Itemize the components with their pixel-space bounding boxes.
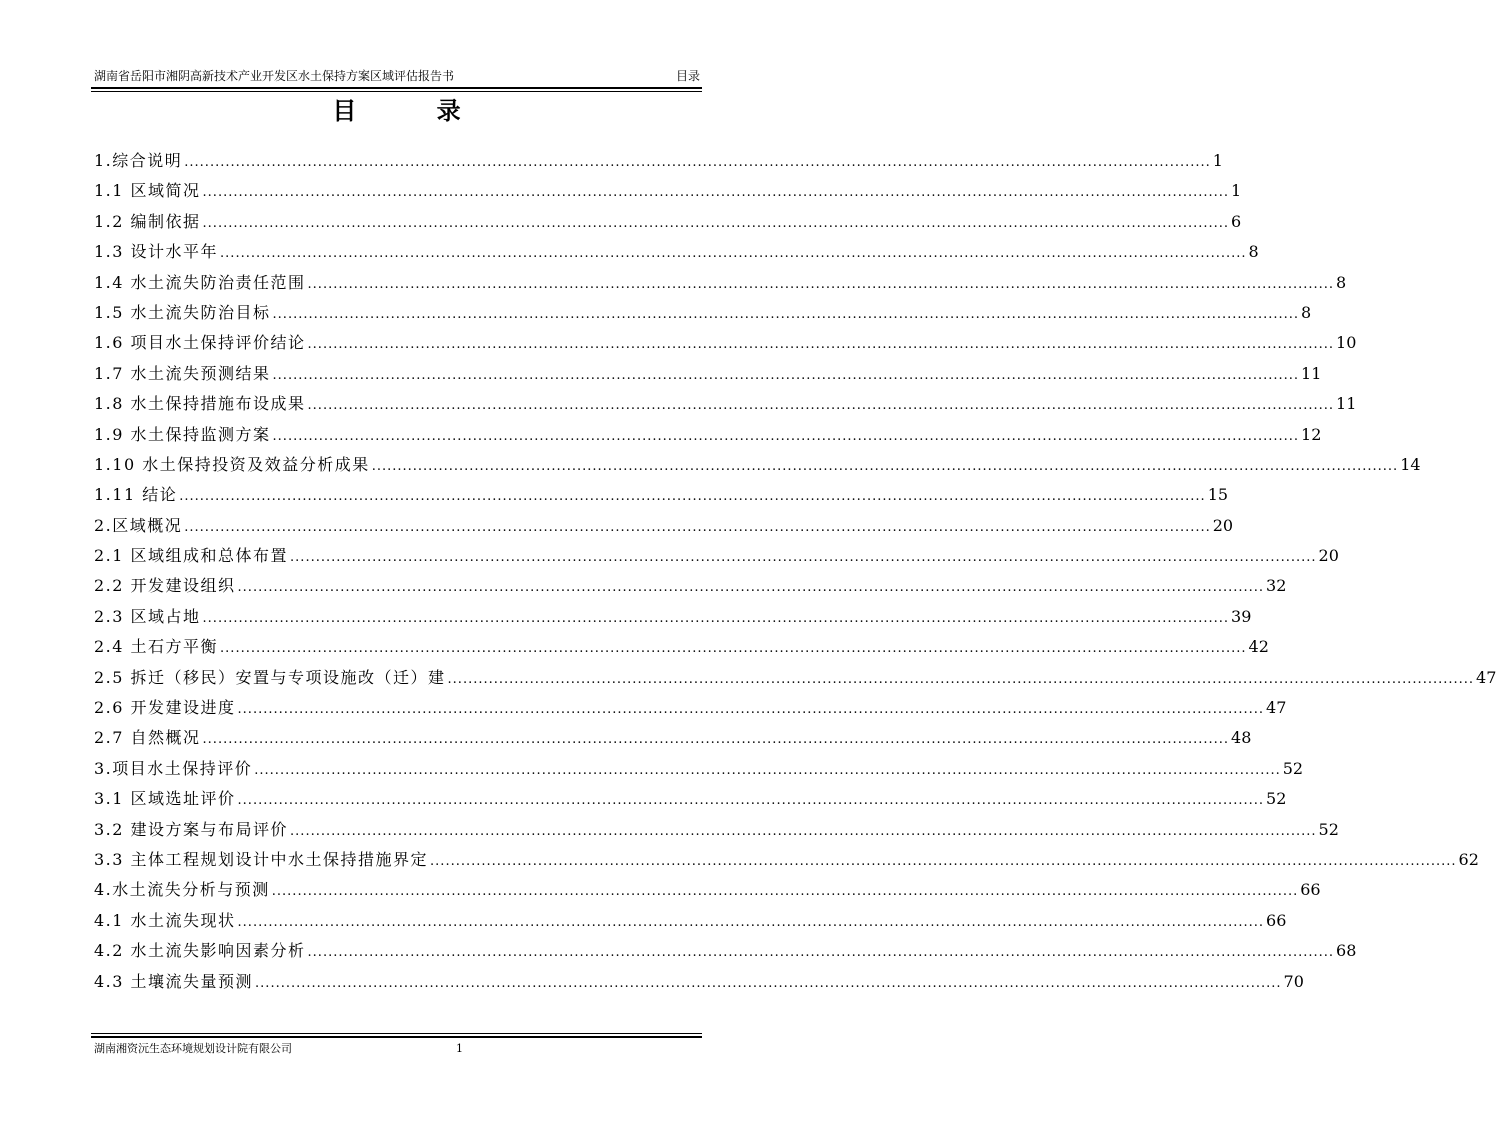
toc-entry-page: 11: [1336, 394, 1357, 414]
toc-entry[interactable]: [94, 541, 1339, 571]
toc-entry-page: 6: [1231, 211, 1242, 231]
toc-leader-dots: ........................................................................................................................................................................................................: [271, 884, 1299, 900]
toc-entry[interactable]: [94, 723, 1252, 753]
toc-entry-page: 39: [1231, 606, 1252, 626]
toc-entry-page: 48: [1231, 728, 1252, 748]
toc-entry-page: 20: [1212, 515, 1234, 535]
toc-entry-label: 1.4 水土流失防治责任范围: [94, 272, 306, 292]
toc-entry-page: 70: [1283, 971, 1304, 991]
report-title: 湖南省岳阳市湘阴高新技术产业开发区水土保持方案区域评估报告书: [94, 69, 455, 83]
toc-leader-dots: ........................................................................................................................................................................................................: [202, 610, 1230, 626]
toc-entry-label: 2.6 开发建设进度: [94, 698, 236, 718]
toc-entry-page: 62: [1458, 849, 1479, 869]
toc-leader-dots: ........................................................................................................................................................................................................: [272, 367, 1300, 383]
toc-leader-dots: ........................................................................................................................................................................................................: [237, 580, 1265, 596]
toc-entry[interactable]: [94, 176, 1242, 206]
toc-entry[interactable]: [94, 511, 1234, 541]
footer-company: 湖南湘资沅生态环境规划设计院有限公司: [94, 1042, 292, 1055]
toc-entry-label: 2.7 自然概况: [94, 728, 201, 748]
toc-entry-label: 4.1 水土流失现状: [94, 910, 236, 930]
toc-leader-dots: ........................................................................................................................................................................................................: [202, 732, 1230, 748]
toc-entry-label: 3.1 区域选址评价: [94, 789, 236, 809]
toc-entry[interactable]: [94, 237, 1259, 267]
footer-rule-thick: [91, 1036, 702, 1038]
toc-entry[interactable]: [94, 784, 1287, 814]
toc-entry[interactable]: [94, 146, 1223, 176]
toc-leader-dots: ........................................................................................................................................................................................................: [430, 853, 1457, 869]
toc-leader-dots: ........................................................................................................................................................................................................: [255, 975, 1282, 991]
toc-entry-page: 8: [1301, 302, 1312, 322]
toc-entry[interactable]: [94, 936, 1357, 966]
toc-leader-dots: ........................................................................................................................................................................................................: [220, 641, 1247, 657]
toc-leader-dots: ........................................................................................................................................................................................................: [179, 489, 1206, 505]
toc-entry-label: 1.6 项目水土保持评价结论: [94, 333, 306, 353]
header-section-label: 目录: [675, 69, 700, 83]
toc-entry[interactable]: [94, 450, 1421, 480]
toc-entry-label: 1.综合说明: [94, 151, 183, 170]
footer-rule-thin: [91, 1033, 702, 1034]
toc-entry-label: 3.项目水土保持评价: [94, 758, 253, 778]
toc-entry-label: 2.3 区域占地: [94, 606, 201, 626]
toc-entry-label: 1.8 水土保持措施布设成果: [94, 394, 306, 414]
toc-leader-dots: ........................................................................................................................................................................................................: [447, 671, 1475, 687]
toc-entry[interactable]: [94, 815, 1339, 845]
toc-entry-label: 3.2 建设方案与布局评价: [94, 819, 289, 839]
toc-leader-dots: ........................................................................................................................................................................................................: [202, 215, 1230, 231]
toc-leader-dots: ........................................................................................................................................................................................................: [184, 519, 1211, 535]
toc-entry-label: 1.1 区域简况: [94, 181, 201, 201]
toc-entry-label: 4.水土流失分析与预测: [94, 880, 270, 900]
toc-entry-label: 1.10 水土保持投资及效益分析成果: [94, 454, 370, 474]
toc-leader-dots: ........................................................................................................................................................................................................: [307, 945, 1335, 961]
toc-entry-label: 2.4 土石方平衡: [94, 637, 219, 657]
toc-entry-page: 47: [1266, 698, 1287, 718]
toc-entry-page: 10: [1336, 333, 1357, 353]
toc-entry[interactable]: [94, 906, 1287, 936]
toc-leader-dots: ........................................................................................................................................................................................................: [272, 306, 1300, 322]
toc-entry-page: 42: [1248, 637, 1269, 657]
toc-leader-dots: ........................................................................................................................................................................................................: [237, 914, 1265, 930]
toc-entry-label: 1.7 水土流失预测结果: [94, 363, 271, 383]
toc-entry-page: 15: [1207, 485, 1229, 505]
toc-leader-dots: ........................................................................................................................................................................................................: [290, 823, 1317, 839]
toc-entry-page: 1: [1212, 151, 1223, 170]
toc-entry[interactable]: [94, 207, 1242, 237]
toc-leader-dots: ........................................................................................................................................................................................................: [184, 155, 1211, 170]
toc-entry-page: 32: [1266, 576, 1287, 596]
toc-leader-dots: ........................................................................................................................................................................................................: [237, 793, 1265, 809]
toc-entry[interactable]: [94, 328, 1357, 358]
toc-entry[interactable]: [94, 967, 1304, 997]
toc-entry[interactable]: [94, 389, 1357, 419]
toc-entry-label: 2.5 拆迁（移民）安置与专项设施改（迁）建: [94, 667, 446, 687]
page-footer: [94, 1040, 700, 1058]
toc-entry-page: 12: [1301, 424, 1322, 444]
toc-leader-dots: ........................................................................................................................................................................................................: [307, 398, 1335, 414]
toc-leader-dots: ........................................................................................................................................................................................................: [290, 550, 1317, 566]
toc-entry-label: 1.2 编制依据: [94, 211, 201, 231]
toc-leader-dots: ........................................................................................................................................................................................................: [371, 458, 1399, 474]
toc-entry-page: 68: [1336, 941, 1357, 961]
toc-entry-label: 4.3 土壤流失量预测: [94, 971, 254, 991]
toc-entry-label: 1.11 结论: [94, 485, 178, 505]
toc-entry-page: 52: [1282, 758, 1304, 778]
toc-entry[interactable]: [94, 420, 1322, 450]
toc-entry-label: 2.1 区域组成和总体布置: [94, 546, 289, 566]
header-rule-thin: [91, 91, 702, 92]
footer-page-number: 1: [456, 1042, 463, 1055]
toc-entry-label: 2.区域概况: [94, 515, 183, 535]
toc-leader-dots: ........................................................................................................................................................................................................: [307, 337, 1335, 353]
toc-leader-dots: ........................................................................................................................................................................................................: [272, 428, 1300, 444]
header-rule-thick: [91, 87, 702, 89]
toc-entry[interactable]: [94, 602, 1252, 632]
toc-entry[interactable]: [94, 480, 1229, 510]
toc-entry[interactable]: [94, 845, 1479, 875]
toc-entry-label: 1.3 设计水平年: [94, 242, 219, 262]
toc-entry-label: 1.5 水土流失防治目标: [94, 302, 271, 322]
toc-leader-dots: ........................................................................................................................................................................................................: [307, 276, 1335, 292]
toc-entry[interactable]: [94, 663, 1496, 693]
toc-leader-dots: ........................................................................................................................................................................................................: [237, 702, 1265, 718]
toc-entry-page: 66: [1266, 910, 1287, 930]
table-of-contents: [94, 146, 1496, 997]
toc-entry-page: 8: [1248, 242, 1259, 262]
toc-entry[interactable]: [94, 298, 1312, 328]
toc-leader-dots: ........................................................................................................................................................................................................: [254, 762, 1281, 778]
toc-title: 目 录: [332, 96, 497, 125]
toc-entry[interactable]: [94, 632, 1269, 662]
toc-entry[interactable]: [94, 359, 1322, 389]
toc-entry-page: 14: [1400, 454, 1421, 474]
toc-entry-label: 2.2 开发建设组织: [94, 576, 236, 596]
toc-entry-label: 4.2 水土流失影响因素分析: [94, 941, 306, 961]
toc-entry[interactable]: [94, 875, 1321, 905]
toc-entry[interactable]: [94, 268, 1347, 298]
toc-entry-label: 3.3 主体工程规划设计中水土保持措施界定: [94, 849, 429, 869]
toc-entry-label: 1.9 水土保持监测方案: [94, 424, 271, 444]
toc-entry[interactable]: [94, 693, 1287, 723]
toc-leader-dots: ........................................................................................................................................................................................................: [202, 185, 1230, 201]
toc-entry-page: 52: [1266, 789, 1287, 809]
toc-entry-page: 52: [1318, 819, 1339, 839]
toc-entry[interactable]: [94, 754, 1304, 784]
toc-entry-page: 11: [1301, 363, 1322, 383]
toc-entry-page: 47: [1476, 667, 1496, 687]
toc-entry[interactable]: [94, 571, 1287, 601]
page-header: [94, 66, 700, 86]
toc-entry-page: 66: [1300, 880, 1321, 900]
toc-entry-page: 1: [1231, 181, 1242, 201]
toc-entry-page: 20: [1318, 546, 1339, 566]
toc-entry-page: 8: [1336, 272, 1347, 292]
toc-leader-dots: ........................................................................................................................................................................................................: [220, 246, 1247, 262]
